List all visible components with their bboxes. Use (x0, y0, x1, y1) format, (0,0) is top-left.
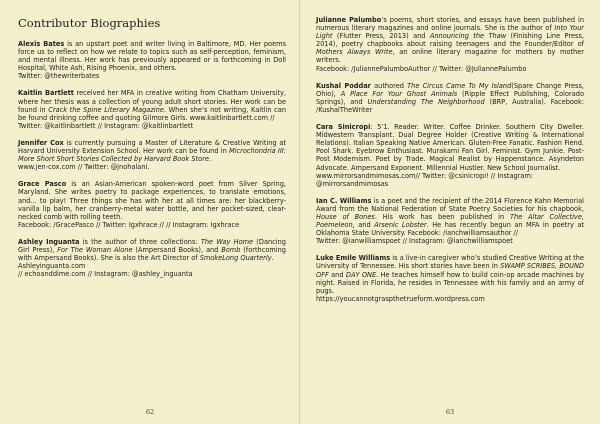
bio-entry (316, 123, 584, 188)
page-title: Contributor Biographies (18, 16, 161, 30)
contributor-name: Grace Pasco (18, 180, 67, 189)
contributor-name: Kushal Poddar (316, 81, 371, 90)
bio-links: Ashleyinguanta.com (18, 262, 86, 271)
contributor-name: Julianne Palumbo (316, 16, 382, 24)
publication-title: Understanding The Neighborhood (367, 97, 485, 106)
bio-text: (forthcoming with Ampersand Books). She is also the Art Director of (18, 245, 286, 263)
bio-text: (Dancing Girl Press), (18, 237, 286, 254)
bio-text: . He has recently begun an MFA in poetry at Oklahoma State University. Facebook: /ianchwilliamsauthor // (316, 221, 584, 238)
bio-text: is a live-in caregiver who’s studied Creative Writing at the University of Tennessee. His short stories have been in (316, 254, 585, 271)
bio-entry (316, 197, 584, 246)
bio-entry (316, 82, 584, 114)
contributor-name: Alexis Bates (18, 40, 65, 48)
bio-entry (18, 238, 286, 278)
publication-title: Crack the Spine Literary Magazine (48, 105, 164, 114)
publication-title: The Altar Collective, Poemeleon, (316, 212, 584, 230)
publication-title: Into Your Light (316, 24, 584, 41)
bio-text: . (271, 254, 274, 263)
bio-text: (Finishing Line Press, 2014), poetry chapbooks about raising teenagers and the Founder/Editor of (316, 32, 584, 49)
bio-links: Facebook: /GracePasco // Twitter: Igxhrace // // Instagram: Igxhrace (18, 220, 240, 229)
contributor-name: Jennifer Cox (18, 138, 64, 147)
bio-links: www.jen-cox.com // Twitter: @jnohalani. (18, 163, 150, 172)
bio-text: . When she’s not writing, Kaitlin can be found drinking coffee and quoting Gilmore Girls. www.kaitlinbartlett.com // (18, 105, 286, 122)
publication-title: Microchondria III: More Short Short Stories Collected by Harvard Book Store (18, 147, 286, 164)
contributor-name: Luke Emile Williams (316, 254, 391, 263)
publication-title: The Circus Came To My Island (407, 81, 512, 90)
publication-title: SmokeLong Quarterly (199, 254, 272, 263)
bio-entry (18, 139, 286, 171)
bio-text: . He teaches himself how to build coin-op arcade machines by night. Raised in Florida, he resides in Tennessee with his family and an army of pugs. (316, 270, 584, 295)
bio-links: www.mirrorsandmimosas.com// Twitter: @csinicropi! // Instagram: (316, 171, 534, 180)
page-number: 62 (145, 408, 155, 416)
bio-text: is an Asian-American spoken-word poet from Silver Spring, Maryland. She writes poetry to package experiences, to translate emotions, and... to play! Three things she has with her at all times are: her blackberry-vanilla lip balm, her cranberry-metal water bottle, and her pocket-sized, clear-necked comb with rolling teeth. (18, 180, 286, 221)
bio-links: @mirrorsandmimosas (316, 179, 389, 188)
bio-text: (Spare Change Press, Ohio), (316, 81, 584, 98)
bio-text: . His work has been published in (374, 212, 510, 221)
bio-links: Twitter: @thewriterbates (18, 72, 100, 81)
bio-text: (Ripple Effect Publishing, Colorado Springs), and (316, 89, 584, 106)
right-page (300, 0, 600, 424)
publication-title: Arsenic Lobster (374, 221, 427, 230)
bio-entry (18, 180, 286, 229)
bio-links: // echoanddime.com // Instagram: @ashley_inguanta (18, 270, 193, 279)
publication-title: A Place For Your Ghost Animals (340, 89, 458, 98)
bio-text: (Ampersand Books), and (132, 245, 222, 254)
bio-text: (Flutter Press, 2013) and (332, 32, 430, 41)
publication-title: Mothers Always Write (316, 48, 393, 57)
publication-title: The Way Home (200, 237, 254, 246)
bio-links: https://youcannotgraspthetrueform.wordpress.com (316, 294, 485, 303)
bio-links: Twitter: @ianwilliamspoet // Instagram: @ianchwilliamspoet (316, 237, 513, 246)
bio-entry (316, 16, 584, 73)
bio-entry (18, 40, 286, 80)
publication-title: Bomb (221, 245, 241, 254)
contributor-name: Cara Sinicropi (316, 123, 371, 132)
bio-text: (BRP, Australia). Facebook: /KushalTheWriter (316, 97, 585, 114)
publication-title: For The Woman Alone (57, 245, 133, 254)
publication-title: DAY ONE (345, 270, 377, 279)
bio-text: authored (370, 81, 408, 90)
publication-title: SWAMP SCRIBES, BOUND OFF (316, 262, 584, 279)
bio-text: is a poet and the recipient of the 2014 Florence Kahn Memorial Award from the National Federation of State Poetry Societies for his chapbook, (316, 196, 585, 213)
bio-text: ’s poems, short stories, and essays have been published in numerous literary magazines and online journals. She is the author of (316, 16, 584, 33)
bio-text: is an upstart poet and writer living in Baltimore, MD. Her poems force us to reflect on how we relate to topics such as self-perception, feminism, and mental illness. Her work has previously appeared or is forthcoming in Doll Hospital, White Ash, Rising Phoenix, and others. (18, 40, 287, 73)
bio-text: and (354, 221, 375, 230)
publication-title: House of Bones (316, 212, 375, 221)
bio-entry (18, 89, 286, 129)
bio-text: . (208, 155, 212, 164)
bio-text: received her MFA in creative writing from Chatham University, where her thesis was a collection of young adult short stories. Her work can be found in (18, 89, 287, 114)
bio-text: : 5’1. Reader. Writer. Coffee Drinker. Southern City Dweller. Midwestern Transplant. Dual Degree Holder (Creative Writing & International Relations). Italian Speaking Native American. Gluten-Free Fanatic. Fashion Fiend. Pool Shark. Eyebrow Enthusiast. Murakami Fan Girl. Feminist. Gym Junkie. Post-Post Modernism. Poet by Trade. Magical Realist by Happenstance. Asyndeton Advocate. Ampersand Exponent. Millennial Hustler. New School Journalist. (316, 123, 584, 172)
page-number: 63 (445, 408, 455, 416)
contributor-name: Kaitlin Bartlett (18, 89, 74, 98)
bio-entry (316, 254, 584, 303)
bio-links: Twitter: @kaitlinbartlett // Instagram: @kaitlinbartlett (18, 121, 194, 130)
bio-text: and (328, 270, 346, 279)
bio-text: is currently pursuing a Master of Literature & Creative Writing at Harvard University Extension School. Her work can be found in (18, 138, 287, 156)
contributor-name: Ashley Inguanta (18, 237, 80, 246)
bio-links: Facebook: /JuliannePalumboAuthor // Twitter: @JuliannePalumbo (316, 64, 527, 73)
bio-text: is the author of three collections: (79, 237, 201, 246)
publication-title: Announcing the Thaw (429, 32, 507, 41)
bio-text: , an online literary magazine for mothers by mother writers. (316, 48, 585, 65)
contributor-name: Ian C. Williams (316, 196, 372, 205)
